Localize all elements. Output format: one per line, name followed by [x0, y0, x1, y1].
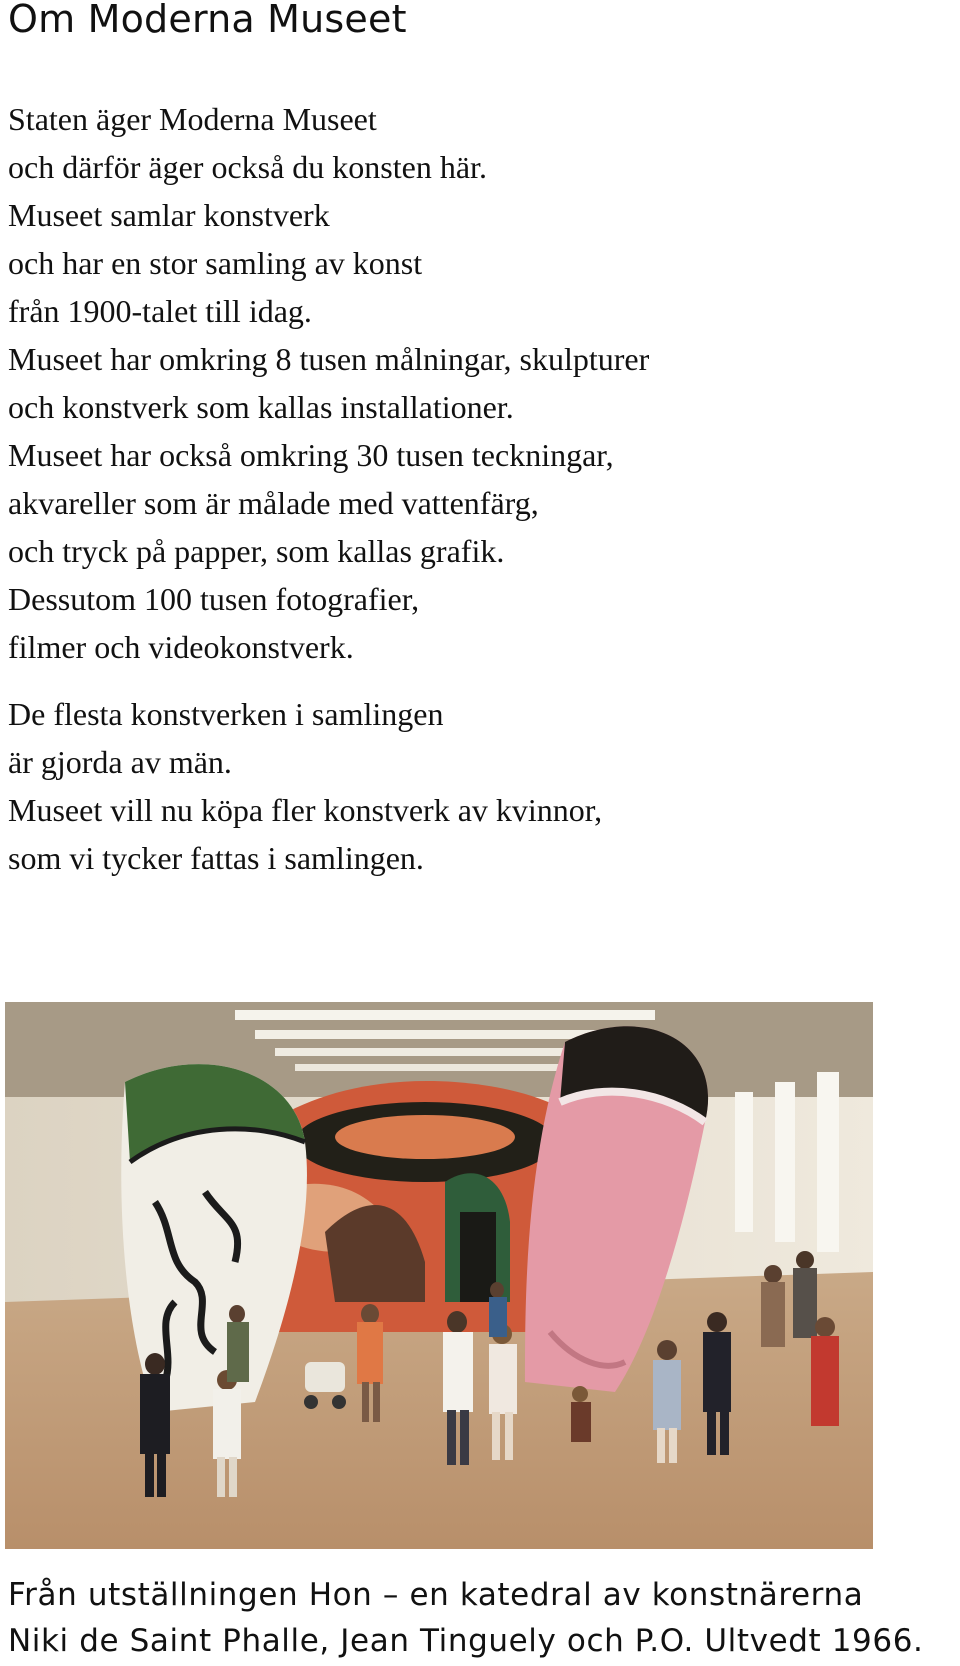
- paragraph-line: Museet har också omkring 30 tusen teckningar,: [8, 437, 614, 473]
- paragraph-line: De flesta konstverken i samlingen: [8, 696, 444, 732]
- exhibition-photo: [5, 1002, 873, 1549]
- paragraph-line: Staten äger Moderna Museet: [8, 101, 377, 137]
- paragraph-line: som vi tycker fattas i samlingen.: [8, 840, 424, 876]
- paragraph-line: filmer och videokonstverk.: [8, 629, 354, 665]
- collection-paragraph: [8, 690, 602, 882]
- paragraph-line: och konstverk som kallas installationer.: [8, 389, 514, 425]
- gallery-windows: [735, 1072, 839, 1252]
- paragraph-line: och har en stor samling av konst: [8, 245, 423, 281]
- paragraph-line: Museet vill nu köpa fler konstverk av kvinnor,: [8, 792, 603, 828]
- intro-paragraph: [8, 95, 649, 671]
- paragraph-line: Museet samlar konstverk: [8, 197, 330, 233]
- paragraph-line: från 1900-talet till idag.: [8, 293, 312, 329]
- photo-caption: [8, 1572, 923, 1664]
- paragraph-line: Dessutom 100 tusen fotografier,: [8, 581, 420, 617]
- caption-line: Niki de Saint Phalle, Jean Tinguely och P.O. Ultvedt 1966.: [8, 1623, 924, 1659]
- paragraph-line: är gjorda av män.: [8, 744, 232, 780]
- pram: [305, 1362, 345, 1392]
- caption-line: Från utställningen Hon – en katedral av konstnärerna: [8, 1577, 864, 1613]
- exhibition-photo-illustration: [5, 1002, 873, 1549]
- paragraph-line: akvareller som är målade med vattenfärg,: [8, 485, 539, 521]
- page-title: Om Moderna Museet: [8, 0, 407, 41]
- paragraph-line: och därför äger också du konsten här.: [8, 149, 487, 185]
- paragraph-line: och tryck på papper, som kallas grafik.: [8, 533, 505, 569]
- paragraph-line: Museet har omkring 8 tusen målningar, skulpturer: [8, 341, 650, 377]
